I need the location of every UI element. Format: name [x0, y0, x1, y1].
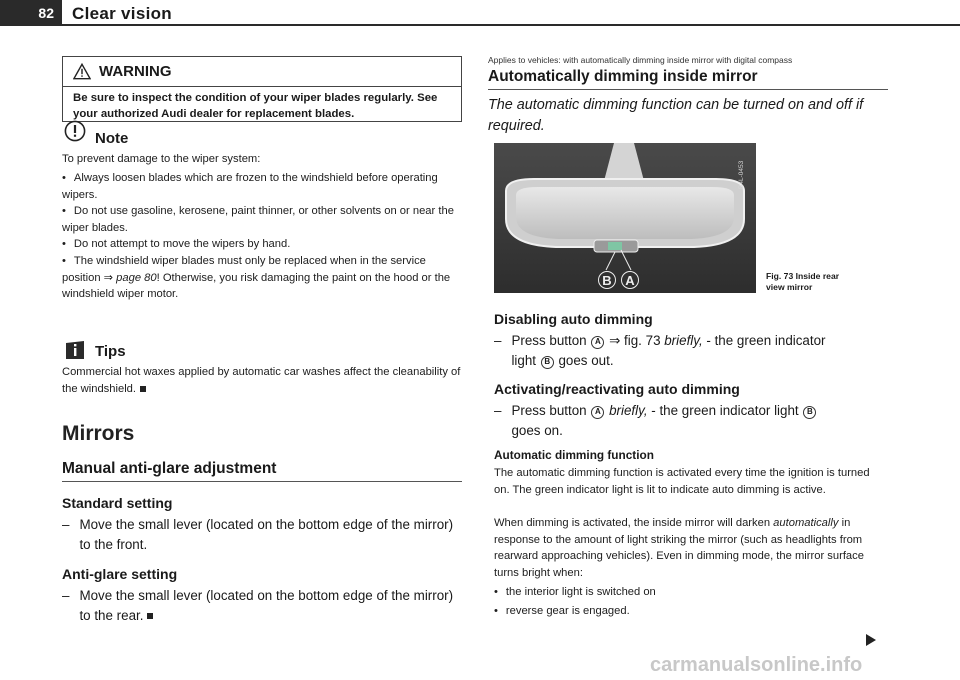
tips-info-icon — [64, 339, 86, 361]
watermark: carmanualsonline.info — [650, 654, 863, 676]
warning-header — [63, 57, 461, 87]
indicator-b-symbol: B — [541, 356, 554, 369]
section-end-mark — [147, 613, 153, 619]
disabling-step: – Press button A ⇒ fig. 73 briefly, - the green indicator light B goes out. — [494, 333, 826, 368]
page-header-title: Clear vision — [72, 4, 172, 23]
arrow-ref-icon: ⇒ — [605, 333, 621, 348]
note-exclamation-icon — [64, 120, 86, 142]
warning-box — [62, 56, 462, 122]
header-rule — [62, 24, 960, 26]
function-paragraph-1: The automatic dimming function is activated every time the ignition is turned on. The green indicator light is lit to indicate auto dimming is active. — [494, 467, 870, 496]
subsection-heading-auto-dimming: Automatically dimming inside mirror — [488, 68, 758, 85]
tips-text: Commercial hot waxes applied by automatic car washes affect the cleanability of the windshield. — [62, 366, 461, 395]
figure-inside-mirror — [494, 143, 756, 293]
function-bullet-1: • the interior light is switched on — [494, 584, 886, 601]
button-a-symbol: A — [591, 406, 604, 419]
mirror-illustration — [494, 143, 756, 293]
note-heading: Note — [95, 130, 129, 147]
section-end-mark — [140, 386, 146, 392]
activating-step: – Press button A briefly, - the green indicator light B goes on. — [494, 401, 894, 441]
figure-caption: Fig. 73 Inside rear view mirror — [766, 271, 840, 292]
subsection-rule — [62, 481, 462, 482]
intro-text: The automatic dimming function can be turned on and off if required. — [488, 97, 864, 134]
figure-label-b: B — [598, 271, 616, 289]
warning-text: Be sure to inspect the condition of your wiper blades regularly. See your authorized Audi dealer for replacement blades. — [73, 92, 438, 120]
antiglare-setting-step: – Move the small lever (located on the bottom edge of the mirror) to the rear. — [62, 588, 454, 623]
indicator-b-symbol: B — [803, 406, 816, 419]
applies-to-note: Applies to vehicles: with automatically dimming inside mirror with digital compass — [488, 55, 793, 65]
note-bullet-4: • The windshield wiper blades must only be replaced when in the service position ⇒ page 80! Otherwise, you risk damaging the paint on the hood or the windshield wiper motor. — [62, 253, 462, 303]
standard-setting-step: – Move the small lever (located on the bottom edge of the mirror) to the front. — [62, 517, 454, 552]
page-reference-link[interactable]: page 80 — [116, 271, 157, 284]
antiglare-setting-heading: Anti-glare setting — [62, 566, 178, 582]
figure-code: B4L-0453 — [738, 160, 745, 189]
note-bullet-2: • Do not use gasoline, kerosene, paint thinner, or other solvents on or near the wiper blades. — [62, 203, 462, 236]
tips-heading: Tips — [95, 343, 126, 360]
button-a-symbol: A — [591, 336, 604, 349]
standard-setting-heading: Standard setting — [62, 495, 173, 511]
continue-arrow-icon — [864, 634, 878, 646]
function-paragraph-2: When dimming is activated, the inside mirror will darken automatically in response to the amount of light striking the mirror (such as headlights from rearward approaching vehicles). Even in dimming mode, the mirror surface turns bright when: — [494, 517, 864, 579]
note-bullet-3: • Do not attempt to move the wipers by hand. — [62, 236, 462, 253]
warning-triangle-icon — [73, 63, 91, 80]
arrow-ref-icon: ⇒ — [103, 271, 117, 284]
note-bullet-1: • Always loosen blades which are frozen to the windshield before operating wipers. — [62, 170, 462, 203]
activating-heading: Activating/reactivating auto dimming — [494, 381, 740, 397]
disabling-heading: Disabling auto dimming — [494, 311, 653, 327]
function-bullet-2: • reverse gear is engaged. — [494, 603, 886, 620]
figure-reference-link[interactable]: fig. 73 — [620, 333, 665, 348]
figure-label-a: A — [621, 271, 639, 289]
warning-heading: WARNING — [99, 63, 172, 80]
page-number: 82 — [0, 0, 62, 26]
subsection-rule — [488, 89, 888, 90]
note-intro: To prevent damage to the wiper system: — [62, 153, 261, 165]
section-heading-mirrors: Mirrors — [62, 422, 135, 445]
function-heading: Automatic dimming function — [494, 448, 654, 462]
subsection-heading-manual: Manual anti-glare adjustment — [62, 460, 277, 477]
